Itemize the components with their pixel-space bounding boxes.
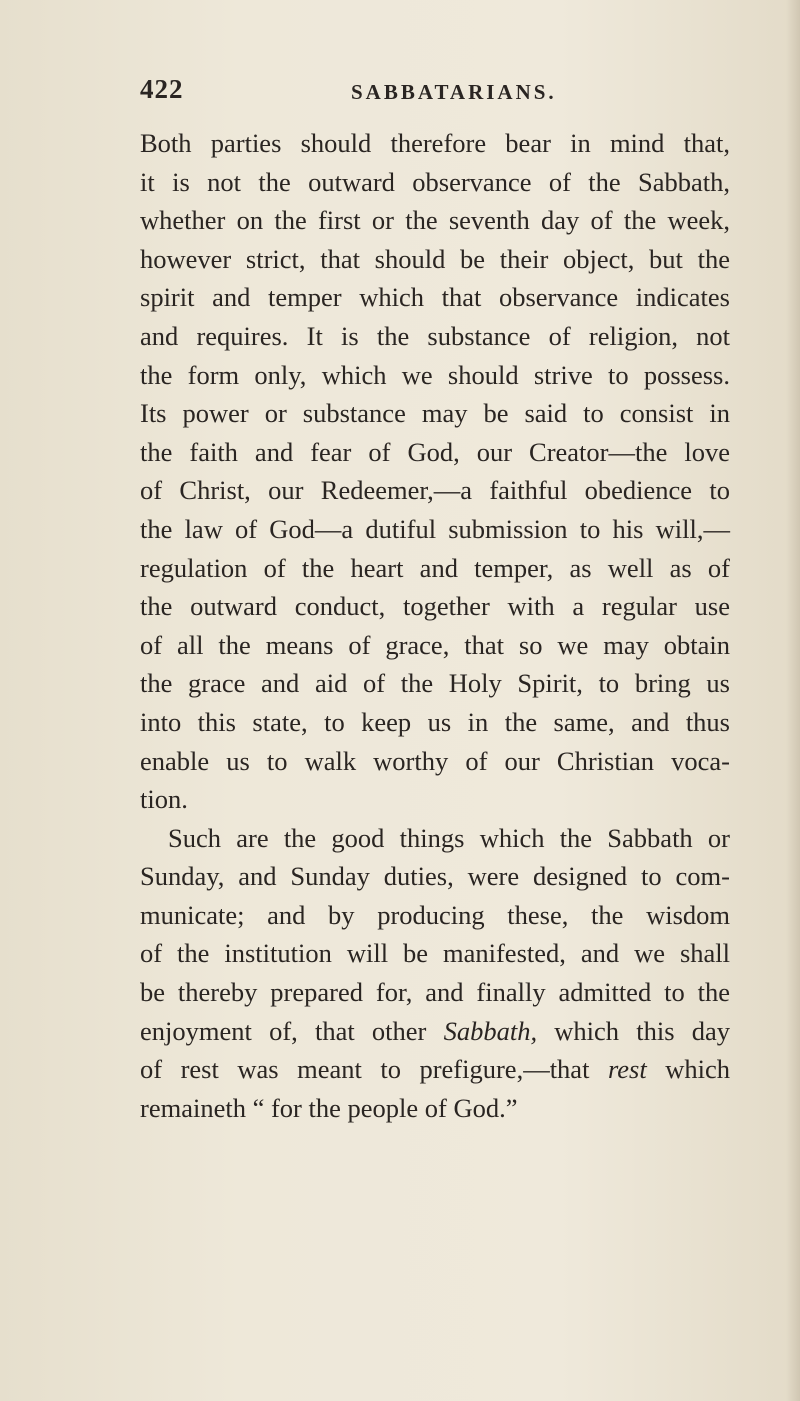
text-line: the law of God—a dutiful submission to his will,—	[140, 513, 730, 544]
text-line: tion.	[140, 784, 188, 815]
text-line: however strict, that should be their object, but the	[140, 243, 730, 274]
running-head: SABBATARIANS.	[351, 80, 557, 104]
paragraph-1	[140, 124, 730, 819]
text-line: into this state, to keep us in the same, and thus	[140, 706, 730, 737]
paragraph-2	[140, 819, 730, 1128]
text-line: and requires. It is the substance of religion, not	[140, 320, 730, 351]
italic-text-run: rest	[607, 1054, 647, 1085]
text-line: of the institution will be manifested, and we shall	[140, 938, 730, 969]
text-line: Such are the good things which the Sabbath or	[168, 822, 730, 853]
text-line: Both parties should therefore bear in mind that,	[140, 128, 730, 158]
text-run: which this day	[537, 1015, 731, 1046]
text-line: the grace and aid of the Holy Spirit, to bring us	[140, 668, 730, 699]
page-header	[140, 74, 700, 110]
text-line: of all the means of grace, that so we may obtain	[140, 629, 730, 660]
text-line: of Christ, our Redeemer,—a faithful obedience to	[140, 475, 730, 506]
italic-text-run: Sabbath,	[443, 1015, 538, 1046]
text-run: enjoyment of, that other	[140, 1015, 444, 1046]
text-line: Sunday, and Sunday duties, were designed to com-	[140, 861, 730, 892]
text-line	[140, 1050, 730, 1089]
text-run: which	[646, 1054, 730, 1085]
text-line: municate; and by producing these, the wisdom	[140, 899, 730, 930]
text-run: of rest was meant to prefigure,—that	[140, 1054, 608, 1085]
text-line: regulation of the heart and temper, as well as of	[140, 552, 730, 583]
text-line: the outward conduct, together with a regular use	[140, 591, 730, 622]
text-line: the form only, which we should strive to possess.	[140, 359, 730, 390]
page-edge-shadow	[786, 0, 800, 1401]
text-line: spirit and temper which that observance indicates	[140, 282, 730, 313]
text-line: it is not the outward observance of the Sabbath,	[140, 166, 730, 197]
text-line: remaineth “ for the people of God.”	[140, 1092, 518, 1123]
text-line: enable us to walk worthy of our Christian voca-	[140, 745, 730, 776]
text-line: Its power or substance may be said to consist in	[140, 398, 730, 429]
text-line: the faith and fear of God, our Creator—the love	[140, 436, 730, 467]
page-number: 422	[140, 74, 184, 104]
text-line: be thereby prepared for, and finally admitted to the	[140, 977, 730, 1008]
text-line: whether on the first or the seventh day of the week,	[140, 205, 730, 236]
body-text	[140, 124, 730, 1127]
text-line	[140, 1012, 730, 1051]
